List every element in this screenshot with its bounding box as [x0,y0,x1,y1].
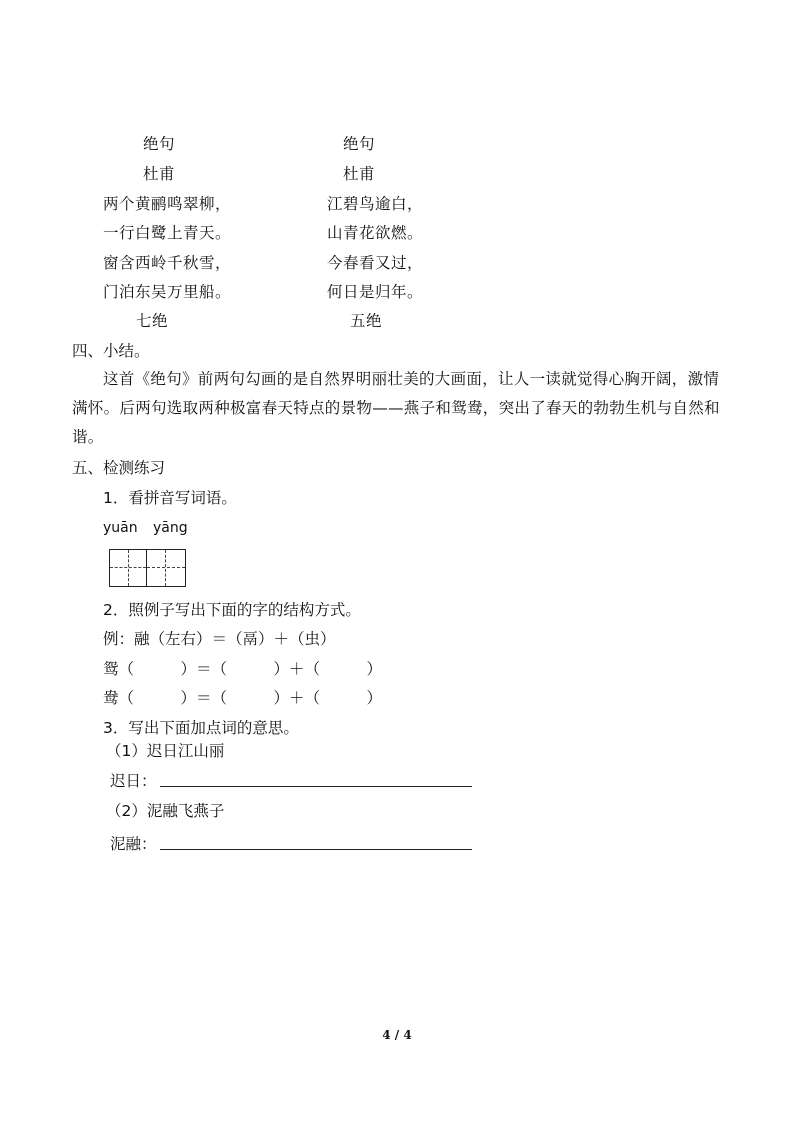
poem-form: 五绝 [350,312,383,330]
question-3-subitem: （2）泥融飞燕子 [106,802,225,820]
term-label: 迟日： [110,772,157,790]
poem-line: 今春看又过， [327,254,424,272]
writing-cell[interactable] [147,550,185,586]
writing-grid[interactable] [109,549,186,587]
poem-title: 绝句 [343,135,376,153]
question-1-label: 1．看拼音写词语。 [103,489,237,507]
structure-char: 鸯 [103,689,119,707]
structure-row [103,688,382,708]
structure-row [103,659,382,679]
poem-author: 杜甫 [143,165,176,183]
answer-line[interactable] [160,848,472,850]
term-label: 泥融： [110,835,157,853]
pinyin-syllable: yāng [153,520,188,536]
section-heading-exercises: 五、检测练习 [72,459,166,477]
question-3-subitem: （1）迟日江山丽 [106,742,225,760]
poem-form: 七绝 [136,312,169,330]
pinyin-syllable: yuān [103,520,138,536]
poem-line: 门泊东吴万里船。 [103,283,232,301]
answer-line[interactable] [160,785,472,787]
section-heading-summary: 四、小结。 [72,342,150,360]
page-number: 4 / 4 [382,1028,412,1042]
question-3-label: 3．写出下面加点词的意思。 [103,719,299,737]
writing-cell[interactable] [110,550,147,586]
question-2-label: 2．照例子写出下面的字的结构方式。 [103,601,361,619]
summary-paragraph: 这首《绝句》前两句勾画的是自然界明丽壮美的大画面，让人一读就觉得心胸开阔，激情满怀。后两句选取两种极富春天特点的景物——燕子和鸳鸯，突出了春天的勃勃生机与自然和谐。 [72,370,720,446]
structure-char: 鸳 [103,660,119,678]
poem-line: 江碧鸟逾白， [327,195,424,213]
poem-author: 杜甫 [343,165,376,183]
structure-blanks[interactable]: （ ）＝（ ）＋（ ） [118,660,383,678]
poem-line: 窗含西岭千秋雪， [103,254,232,272]
poem-line: 一行白鹭上青天。 [103,224,232,242]
poem-line: 何日是归年。 [327,283,424,301]
poem-title: 绝句 [143,135,176,153]
structure-blanks[interactable]: （ ）＝（ ）＋（ ） [118,689,383,707]
poem-line: 山青花欲燃。 [327,224,424,242]
question-2-example: 例：融（左右）＝（鬲）＋（虫） [103,630,336,648]
poem-line: 两个黄鹂鸣翠柳， [103,195,232,213]
